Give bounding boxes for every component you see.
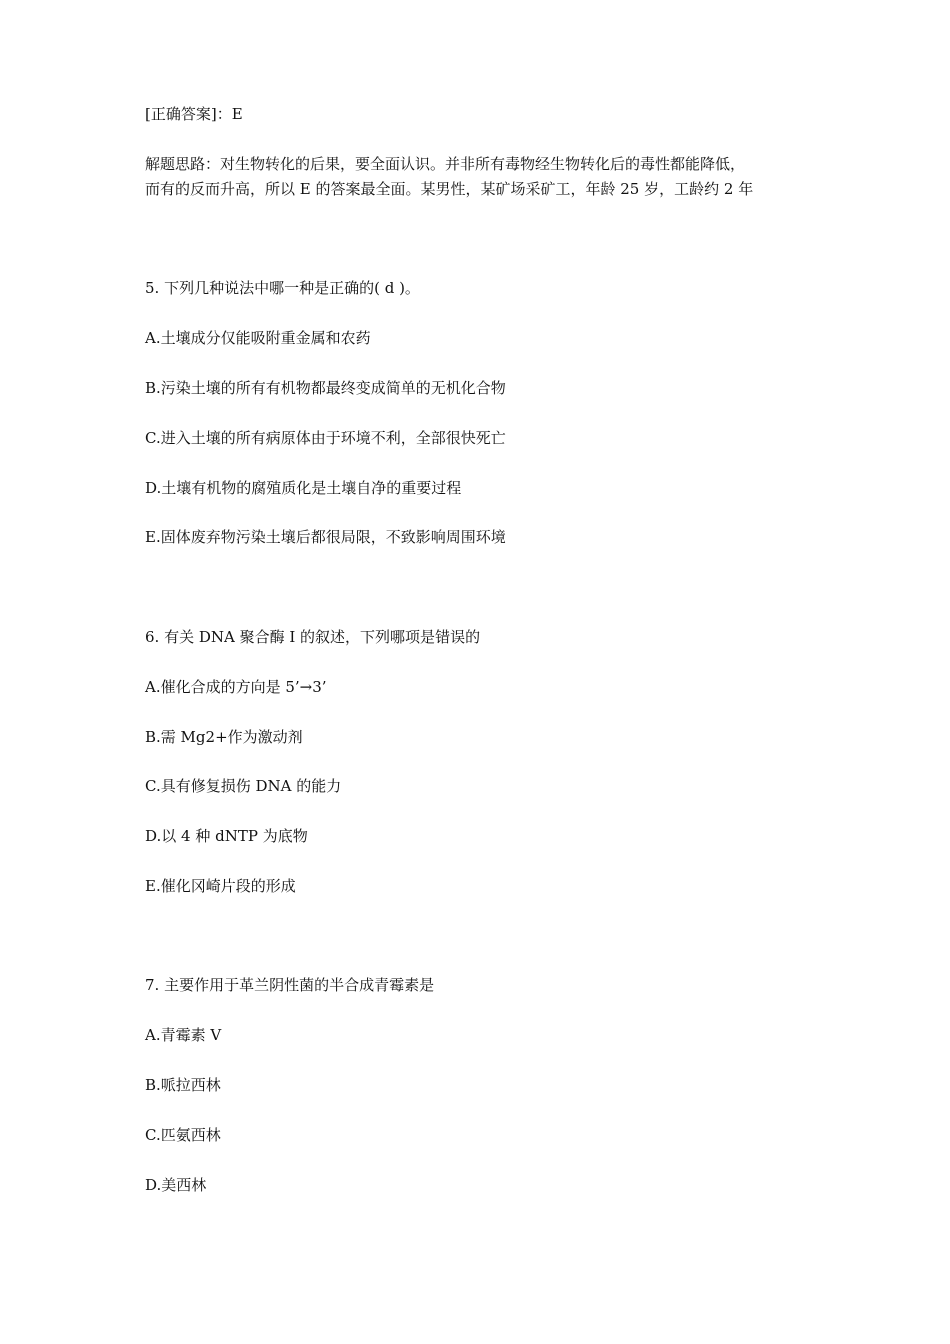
question-6-option-c: C.具有修复损伤 DNA 的能力 xyxy=(145,777,342,795)
question-6-option-b: B.需 Mg2+作为激动剂 xyxy=(145,728,303,746)
question-7-option-a: A.青霉素 V xyxy=(145,1026,222,1044)
question-6-option-a: A.催化合成的方向是 5’→3’ xyxy=(145,678,327,696)
question-7-option-d: D.美西林 xyxy=(145,1176,207,1194)
question-5-option-b: B.污染土壤的所有有机物都最终变成简单的无机化合物 xyxy=(145,379,506,397)
explanation-line-2: 而有的反而升高，所以 E 的答案最全面。某男性，某矿场采矿工，年龄 25 岁，工龄约 2 年 xyxy=(145,180,754,198)
question-5-stem: 5. 下列几种说法中哪一种是正确的( d )。 xyxy=(145,279,420,297)
explanation-line-1: 解题思路：对生物转化的后果，要全面认识。并非所有毒物经生物转化后的毒性都能降低， xyxy=(145,155,746,173)
question-5-option-d: D.土壤有机物的腐殖质化是土壤自净的重要过程 xyxy=(145,479,462,497)
question-7-option-c: C.匹氨西林 xyxy=(145,1126,221,1144)
question-7-option-b: B.哌拉西林 xyxy=(145,1076,221,1094)
correct-answer: [正确答案]：E xyxy=(145,105,243,123)
question-7-stem: 7. 主要作用于革兰阴性菌的半合成青霉素是 xyxy=(145,976,435,994)
question-6-stem: 6. 有关 DNA 聚合酶 I 的叙述，下列哪项是错误的 xyxy=(145,628,481,646)
question-6-option-d: D.以 4 种 dNTP 为底物 xyxy=(145,827,308,845)
question-6-option-e: E.催化冈崎片段的形成 xyxy=(145,877,296,895)
question-5-option-a: A.土壤成分仅能吸附重金属和农药 xyxy=(145,329,371,347)
question-5-option-e: E.固体废弃物污染土壤后都很局限，不致影响周围环境 xyxy=(145,528,506,546)
question-5-option-c: C.进入土壤的所有病原体由于环境不利，全部很快死亡 xyxy=(145,429,506,447)
